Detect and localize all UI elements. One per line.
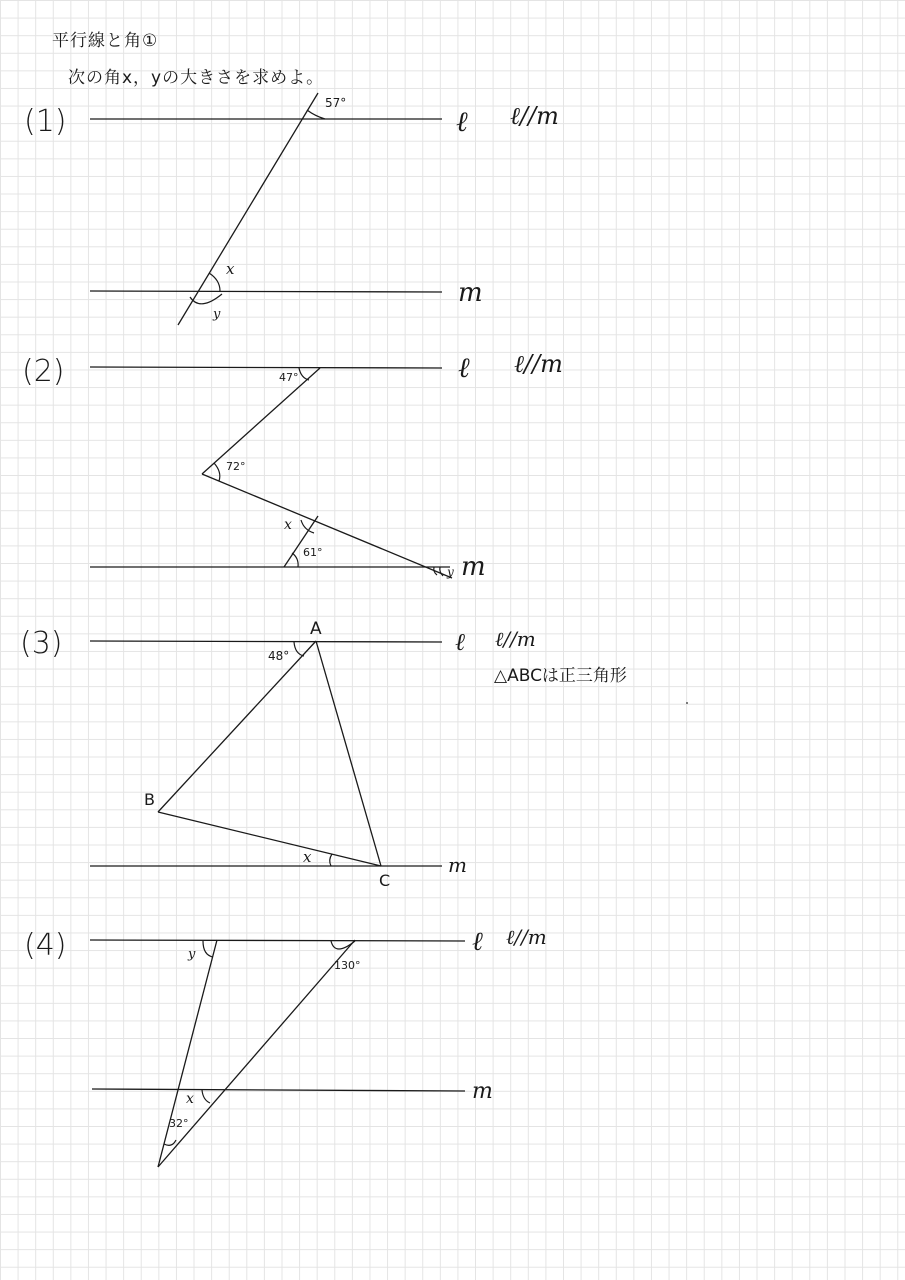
problem-1-line-m: [90, 291, 442, 292]
problem-1-arc-x: [209, 273, 220, 291]
problem-4-parallel: ℓ//m: [506, 925, 547, 949]
problem-4-arc-x: [202, 1090, 210, 1103]
problem-3-side-ac: [316, 641, 381, 866]
problem-1-transversal: [178, 93, 318, 325]
problem-2-label-y: y: [447, 565, 454, 579]
problem-2-arc-47: [299, 368, 309, 380]
problem-2-label-x: x: [284, 517, 292, 533]
problem-4-line-l: [90, 940, 465, 941]
problem-3-label-l: ℓ: [455, 628, 465, 656]
problem-1-label-l: ℓ: [456, 105, 468, 138]
problem-3-line-l: [90, 641, 442, 642]
problem-2: [22, 350, 563, 582]
problem-1-label-y: y: [213, 307, 221, 322]
problem-3-side-bc: [158, 812, 381, 866]
problem-4-label-l: ℓ: [472, 927, 483, 957]
problem-2-angle-47: 47°: [279, 371, 299, 384]
problem-4-arc-y: [203, 941, 213, 957]
worksheet-instruction: 次の角x，yの大きさを求めよ。: [68, 68, 325, 88]
problem-4-angle-130: 130°: [334, 959, 361, 972]
problem-1: [24, 93, 559, 325]
problem-4-label-x: x: [186, 1091, 194, 1107]
problem-4-arc-32: [164, 1140, 176, 1145]
problem-2-line-l: [90, 367, 442, 368]
problem-3-label-m: m: [448, 853, 467, 877]
problem-2-arc-61: [292, 553, 298, 567]
problem-4-label-m: m: [472, 1079, 493, 1104]
problem-3: [20, 619, 688, 890]
problem-4: [24, 925, 547, 1167]
problem-4-number: (4): [24, 928, 67, 963]
problem-1-arc-57: [307, 110, 325, 119]
problem-1-label-x: x: [226, 260, 235, 278]
problem-3-arc-48: [294, 642, 304, 656]
problem-2-arc-72: [214, 463, 220, 481]
problem-2-angle-61: 61°: [303, 546, 323, 559]
problem-1-parallel: ℓ//m: [510, 102, 559, 130]
problem-3-note: △ABCは正三角形: [494, 666, 627, 686]
problem-2-segment-lower: [202, 474, 452, 578]
problem-3-angle-48: 48°: [268, 649, 290, 663]
problem-4-label-y: y: [188, 947, 196, 962]
problem-1-angle-57: 57°: [325, 96, 347, 110]
problem-2-label-m: m: [461, 552, 486, 582]
problem-2-angle-72: 72°: [226, 460, 246, 473]
problem-1-label-m: m: [458, 278, 483, 308]
stray-dot: [686, 702, 688, 704]
problem-3-side-ab: [158, 641, 316, 812]
problem-2-number: (2): [22, 354, 65, 389]
problem-4-angle-32: 32°: [169, 1117, 189, 1130]
problem-2-segment-upper: [202, 368, 320, 474]
problem-3-vertex-c: C: [379, 871, 391, 890]
problem-3-parallel: ℓ//m: [495, 627, 536, 651]
problem-3-vertex-b: B: [144, 790, 155, 809]
problem-2-arc-y-2: [440, 567, 443, 576]
problem-1-arc-y: [190, 294, 222, 304]
problem-4-line-m: [92, 1089, 465, 1091]
problem-3-number: (3): [20, 626, 63, 661]
problem-2-parallel: ℓ//m: [514, 350, 563, 378]
problem-3-label-x: x: [303, 848, 312, 866]
problem-3-vertex-a: A: [310, 619, 322, 639]
worksheet-title: 平行線と角①: [52, 31, 159, 51]
problem-1-number: (1): [24, 104, 67, 139]
problem-2-label-l: ℓ: [458, 351, 470, 384]
problem-3-arc-x: [330, 854, 332, 866]
